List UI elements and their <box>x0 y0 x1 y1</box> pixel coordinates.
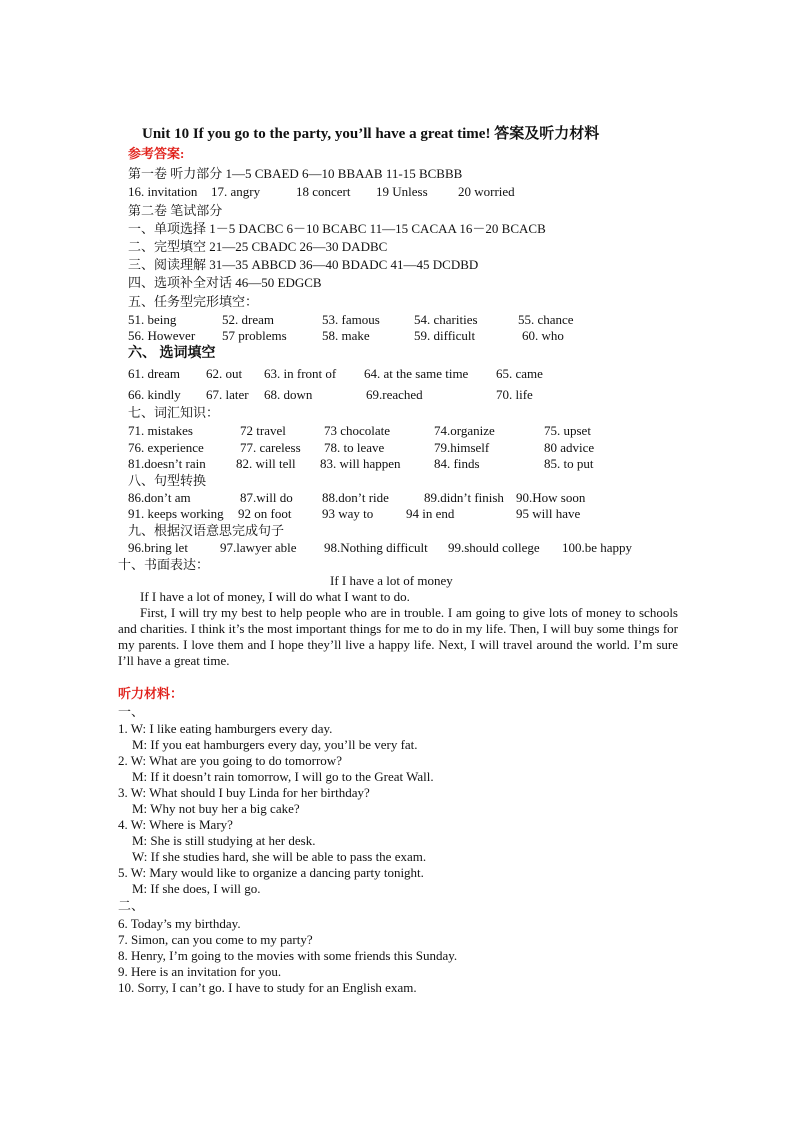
answer-item: 94 in end <box>406 506 455 521</box>
answer-item: 89.didn’t finish <box>424 490 504 505</box>
answer-item: 65. came <box>496 366 543 381</box>
list-item: 5. W: Mary would like to organize a dancing party tonight. <box>118 865 424 880</box>
section8-header: 八、句型转换 <box>128 473 207 488</box>
list-item: M: Why not buy her a big cake? <box>132 801 300 816</box>
page-title: Unit 10 If you go to the party, you’ll have a great time! 答案及听力材料 <box>142 126 600 142</box>
answer-item: 51. being <box>128 312 177 327</box>
list-item: 9. Here is an invitation for you. <box>118 964 282 979</box>
list-item: 6. Today’s my birthday. <box>118 916 241 931</box>
section-cloze: 二、完型填空 21—25 CBADC 26—30 DADBC <box>128 239 388 254</box>
answer-item: 68. down <box>264 387 313 402</box>
listening-header: 听力材料： <box>118 686 184 701</box>
answer-item: 86.don’t am <box>128 490 191 505</box>
answer-item: 95 will have <box>516 506 581 521</box>
list-item: M: She is still studying at her desk. <box>132 833 316 848</box>
answer-item: 98.Nothing difficult <box>324 540 428 555</box>
answer-item: 69.reached <box>366 387 423 402</box>
section-reading: 三、阅读理解 31—35 ABBCD 36—40 BDADC 41—45 DCDBD <box>128 257 479 272</box>
answer-item: 88.don’t ride <box>322 490 389 505</box>
list-item: 2. W: What are you going to do tomorrow? <box>118 753 342 768</box>
list-item: 1. W: I like eating hamburgers every day. <box>118 721 333 736</box>
answer-item: 90.How soon <box>516 490 586 505</box>
answer-item: 56. However <box>128 328 196 343</box>
answer-item: 77. careless <box>240 440 301 455</box>
answer-item: 83. will happen <box>320 456 401 471</box>
list-item: 4. W: Where is Mary? <box>118 817 233 832</box>
answer-item: 81.doesn’t rain <box>128 456 206 471</box>
answer-item: 67. later <box>206 387 249 402</box>
answer-item: 54. charities <box>414 312 478 327</box>
answer-item: 92 on foot <box>238 506 292 521</box>
listening-section2-label: 二、 <box>118 898 145 913</box>
essay-paragraph-1: If I have a lot of money, I will do what I want to do. <box>140 589 410 604</box>
answer-item: 97.lawyer able <box>220 540 297 555</box>
list-item: M: If you eat hamburgers every day, you’ll be very fat. <box>132 737 418 752</box>
list-item: 8. Henry, I’m going to the movies with some friends this Sunday. <box>118 948 458 963</box>
list-item: M: If it doesn’t rain tomorrow, I will go to the Great Wall. <box>132 769 434 784</box>
answer-item: 61. dream <box>128 366 180 381</box>
answer-item: 71. mistakes <box>128 423 193 438</box>
answer-item: 91. keeps working <box>128 506 224 521</box>
section6-header: 六、 选词填空 <box>128 346 216 361</box>
answer-item: 76. experience <box>128 440 204 455</box>
answer-item: 78. to leave <box>324 440 385 455</box>
answer-item: 93 way to <box>322 506 374 521</box>
answer-item: 17. angry <box>211 184 261 199</box>
listening-section1-label: 一、 <box>118 704 145 719</box>
answer-item: 84. finds <box>434 456 480 471</box>
answer-item: 70. life <box>496 387 533 402</box>
answer-item: 87.will do <box>240 490 293 505</box>
answer-item: 58. make <box>322 328 370 343</box>
section5-header: 五、任务型完形填空： <box>128 294 259 309</box>
answer-item: 62. out <box>206 366 243 381</box>
answer-item: 80 advice <box>544 440 595 455</box>
answer-item: 72 travel <box>240 423 286 438</box>
answer-item: 20 worried <box>458 184 515 199</box>
answer-item: 60. who <box>522 328 564 343</box>
essay-paragraph-2: First, I will try my best to help people who are in trouble. I am going to give lots of money to schools and charities. I think it’s the most important things for me to do in my life. Then, I will buy some things for my parents. I love them and I hope they’ll live a happy life. Next, I will travel around the world. I’m sure I’ll have a great time. <box>118 605 678 668</box>
section-single-choice: 一、单项选择 1－5 DACBC 6－10 BCABC 11—15 CACAA 16－20 BCACB <box>128 221 546 236</box>
answer-item: 85. to put <box>544 456 594 471</box>
section10-header: 十、书面表达： <box>118 557 210 572</box>
section9-header: 九、根据汉语意思完成句子 <box>128 523 285 538</box>
answer-item: 66. kindly <box>128 387 181 402</box>
answer-item: 64. at the same time <box>364 366 469 381</box>
section7-header: 七、词汇知识： <box>128 405 220 420</box>
answer-item: 52. dream <box>222 312 274 327</box>
answer-item: 57 problems <box>222 328 287 343</box>
answer-item: 96.bring let <box>128 540 188 555</box>
list-item: 3. W: What should I buy Linda for her birthday? <box>118 785 370 800</box>
list-item: 7. Simon, can you come to my party? <box>118 932 313 947</box>
section-dialogue: 四、选项补全对话 46—50 EDGCB <box>128 275 322 290</box>
answer-key-header: 参考答案: <box>128 146 185 161</box>
answer-item: 55. chance <box>518 312 574 327</box>
list-item: 10. Sorry, I can’t go. I have to study for an English exam. <box>118 980 417 995</box>
answer-item: 19 Unless <box>376 184 428 199</box>
essay-title: If I have a lot of money <box>330 573 453 588</box>
answer-item: 59. difficult <box>414 328 476 343</box>
answer-item: 73 chocolate <box>324 423 391 438</box>
part2-header: 第二卷 笔试部分 <box>128 203 223 218</box>
answer-item: 16. invitation <box>128 184 198 199</box>
list-item: W: If she studies hard, she will be able to pass the exam. <box>132 849 427 864</box>
answer-item: 79.himself <box>434 440 490 455</box>
answer-item: 74.organize <box>434 423 495 438</box>
answer-item: 63. in front of <box>264 366 337 381</box>
answer-item: 75. upset <box>544 423 591 438</box>
answer-item: 99.should college <box>448 540 540 555</box>
answer-item: 18 concert <box>296 184 351 199</box>
list-item: M: If she does, I will go. <box>132 881 261 896</box>
answer-item: 82. will tell <box>236 456 296 471</box>
answer-item: 53. famous <box>322 312 380 327</box>
part1-listening-line: 第一卷 听力部分 1—5 CBAED 6—10 BBAAB 11-15 BCBBB <box>128 166 463 181</box>
answer-item: 100.be happy <box>562 540 633 555</box>
